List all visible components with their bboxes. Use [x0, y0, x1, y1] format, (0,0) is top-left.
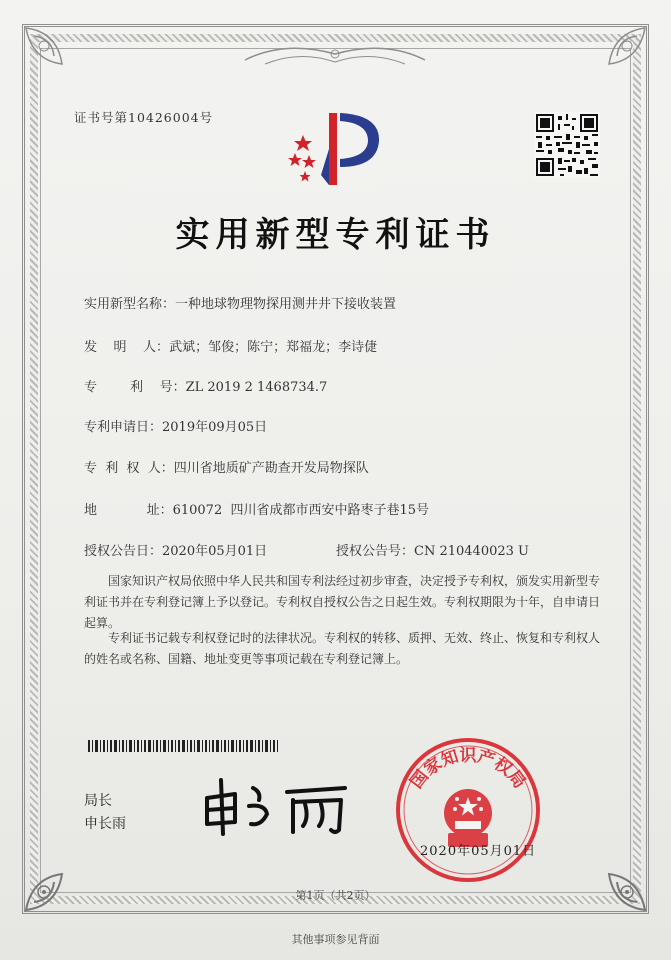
top-ornament-icon — [235, 40, 435, 72]
body-paragraph-1 — [84, 571, 600, 634]
director-title: 局长 — [84, 793, 112, 809]
field-label: 地 址： — [84, 503, 173, 518]
barcode-icon — [88, 737, 278, 749]
qr-code-icon — [534, 112, 600, 178]
field-utility-model-name — [84, 293, 396, 312]
director-signature-icon — [195, 770, 355, 840]
field-label: 授权公告号： — [336, 544, 415, 559]
field-patentee — [84, 457, 369, 476]
field-grant-date — [84, 540, 267, 559]
field-label: 授权公告日： — [84, 544, 163, 559]
field-address — [84, 499, 429, 518]
seal-date: 2020年05月01日 — [420, 844, 537, 859]
certificate-number: 证书号第10426004号 — [74, 110, 214, 125]
official-seal-icon — [393, 735, 543, 885]
field-value: CN 210440023 U — [414, 544, 529, 559]
director-block — [84, 790, 126, 836]
field-value: 一种地球物理物探用测井井下接收装置 — [175, 297, 397, 312]
field-label: 发 明 人： — [84, 340, 170, 355]
field-value: 2020年05月01日 — [162, 544, 268, 559]
director-name: 申长雨 — [84, 816, 126, 832]
corner-ornament-icon — [579, 844, 649, 914]
field-value: ZL 2019 2 1468734.7 — [185, 380, 328, 395]
paragraph-text: 专利证书记载专利权登记时的法律状况。专利权的转移、质押、无效、终止、恢复和专利权人的姓名或名称、国籍、地址变更等事项记载在专利登记簿上。 — [84, 631, 601, 666]
corner-ornament-icon — [22, 844, 92, 914]
field-label: 实用新型名称： — [84, 297, 176, 312]
field-label: 专利申请日： — [84, 420, 163, 435]
field-patent-number — [84, 376, 327, 395]
certificate-title: 实用新型专利证书 — [175, 215, 496, 255]
field-value: 2019年09月05日 — [162, 420, 268, 435]
paragraph-text: 国家知识产权局依照中华人民共和国专利法经过初步审查，决定授予专利权，颁发实用新型专利证书并在专利登记簿上予以登记。专利权自授权公告之日起生效。专利权期限为十年，自申请日起算。 — [84, 574, 601, 630]
field-value: 610072 四川省成都市西安中路枣子巷15号 — [172, 503, 430, 518]
page-number: 第1页（共2页） — [295, 889, 376, 902]
seal-text: 国家知识产权局 — [406, 745, 530, 793]
field-label: 专 利 权 人： — [84, 461, 174, 476]
field-value: 四川省地质矿产勘查开发局物探队 — [173, 461, 369, 476]
field-filing-date — [84, 416, 267, 435]
cnipa-logo-icon — [285, 105, 385, 187]
field-grant-number — [336, 540, 529, 559]
field-inventor — [84, 336, 377, 355]
footer-note: 其他事项参见背面 — [291, 933, 380, 946]
corner-ornament-icon — [22, 24, 92, 94]
field-label: 专 利 号： — [84, 380, 186, 395]
corner-ornament-icon — [579, 24, 649, 94]
field-value: 武斌；邹俊；陈宁；郑福龙；李诗倢 — [169, 340, 378, 355]
body-paragraph-2 — [84, 628, 600, 670]
